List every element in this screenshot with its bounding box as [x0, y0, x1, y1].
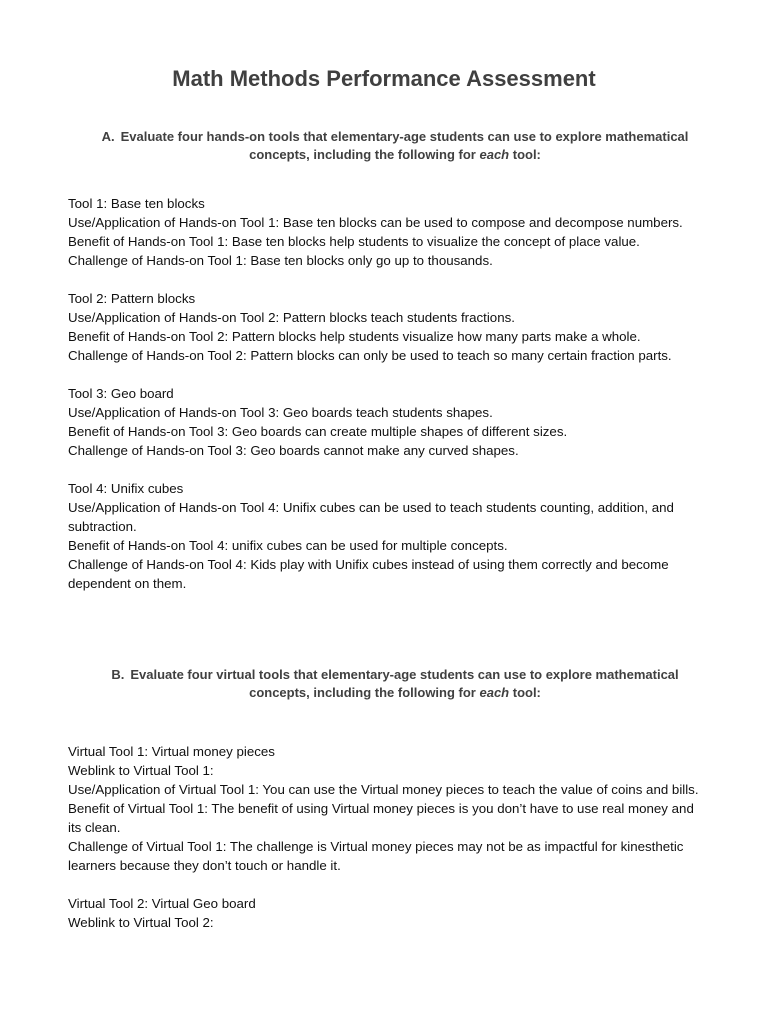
section-a-index: A.: [101, 129, 115, 144]
virtual-tool-1-use: Use/Application of Virtual Tool 1: You can use the Virtual money pieces to teach the value of coins and bills.: [68, 782, 699, 797]
section-a-heading-emphasis: each: [479, 147, 510, 162]
tool-4-use: Use/Application of Hands-on Tool 4: Unifix cubes can be used to teach students counting, addition, and subtraction.: [68, 500, 674, 534]
section-a-heading-line2: [90, 146, 700, 164]
section-a-heading-line2-post: tool:: [509, 147, 541, 162]
section-b-heading-line2-post: tool:: [509, 685, 541, 700]
section-a-heading: [90, 128, 700, 164]
virtual-tool-2-weblink: Weblink to Virtual Tool 2:: [68, 915, 214, 930]
tool-2-benefit: Benefit of Hands-on Tool 2: Pattern blocks help students visualize how many parts make a whole.: [68, 329, 641, 344]
tool-2-use: Use/Application of Hands-on Tool 2: Pattern blocks teach students fractions.: [68, 310, 515, 325]
virtual-tool-1-weblink: Weblink to Virtual Tool 1:: [68, 763, 214, 778]
section-b-body: [68, 742, 708, 932]
section-b-heading-emphasis: each: [479, 685, 510, 700]
tool-2-name: Tool 2: Pattern blocks: [68, 291, 196, 306]
tool-3-benefit: Benefit of Hands-on Tool 3: Geo boards can create multiple shapes of different sizes.: [68, 424, 568, 439]
section-a-body: [68, 194, 708, 593]
section-a-heading-line2-pre: concepts, including the following for: [249, 147, 480, 162]
tool-1-name: Tool 1: Base ten blocks: [68, 196, 205, 211]
section-b-heading-line1: Evaluate four virtual tools that elementary-age students can use to explore mathematical: [130, 667, 679, 682]
virtual-tool-1-name: Virtual Tool 1: Virtual money pieces: [68, 744, 275, 759]
page-title: Math Methods Performance Assessment: [172, 66, 596, 91]
tool-4-benefit: Benefit of Hands-on Tool 4: unifix cubes can be used for multiple concepts.: [68, 538, 508, 553]
tool-3-use: Use/Application of Hands-on Tool 3: Geo boards teach students shapes.: [68, 405, 493, 420]
section-b-index: B.: [111, 667, 125, 682]
tool-4-challenge: Challenge of Hands-on Tool 4: Kids play with Unifix cubes instead of using them correctly and become dependent on them.: [68, 557, 669, 591]
section-b-heading-line2: [90, 684, 700, 702]
virtual-tool-2-name: Virtual Tool 2: Virtual Geo board: [68, 896, 256, 911]
section-a-heading-line1: Evaluate four hands-on tools that elementary-age students can use to explore mathematical: [120, 129, 689, 144]
tool-3-name: Tool 3: Geo board: [68, 386, 174, 401]
tool-3-challenge: Challenge of Hands-on Tool 3: Geo boards cannot make any curved shapes.: [68, 443, 519, 458]
tool-2-challenge: Challenge of Hands-on Tool 2: Pattern blocks can only be used to teach so many certain fraction parts.: [68, 348, 672, 363]
section-b-heading-line2-pre: concepts, including the following for: [249, 685, 480, 700]
section-b-heading: [90, 666, 700, 702]
tool-1-benefit: Benefit of Hands-on Tool 1: Base ten blocks help students to visualize the concept of place value.: [68, 234, 640, 249]
virtual-tool-1-challenge: Challenge of Virtual Tool 1: The challenge is Virtual money pieces may not be as impactful for kinesthetic learners because they don’t touch or handle it.: [68, 839, 684, 873]
tool-1-challenge: Challenge of Hands-on Tool 1: Base ten blocks only go up to thousands.: [68, 253, 493, 268]
tool-4-name: Tool 4: Unifix cubes: [68, 481, 184, 496]
tool-1-use: Use/Application of Hands-on Tool 1: Base ten blocks can be used to compose and decompose numbers.: [68, 215, 683, 230]
virtual-tool-1-benefit: Benefit of Virtual Tool 1: The benefit of using Virtual money pieces is you don’t have to use real money and its clean.: [68, 801, 694, 835]
